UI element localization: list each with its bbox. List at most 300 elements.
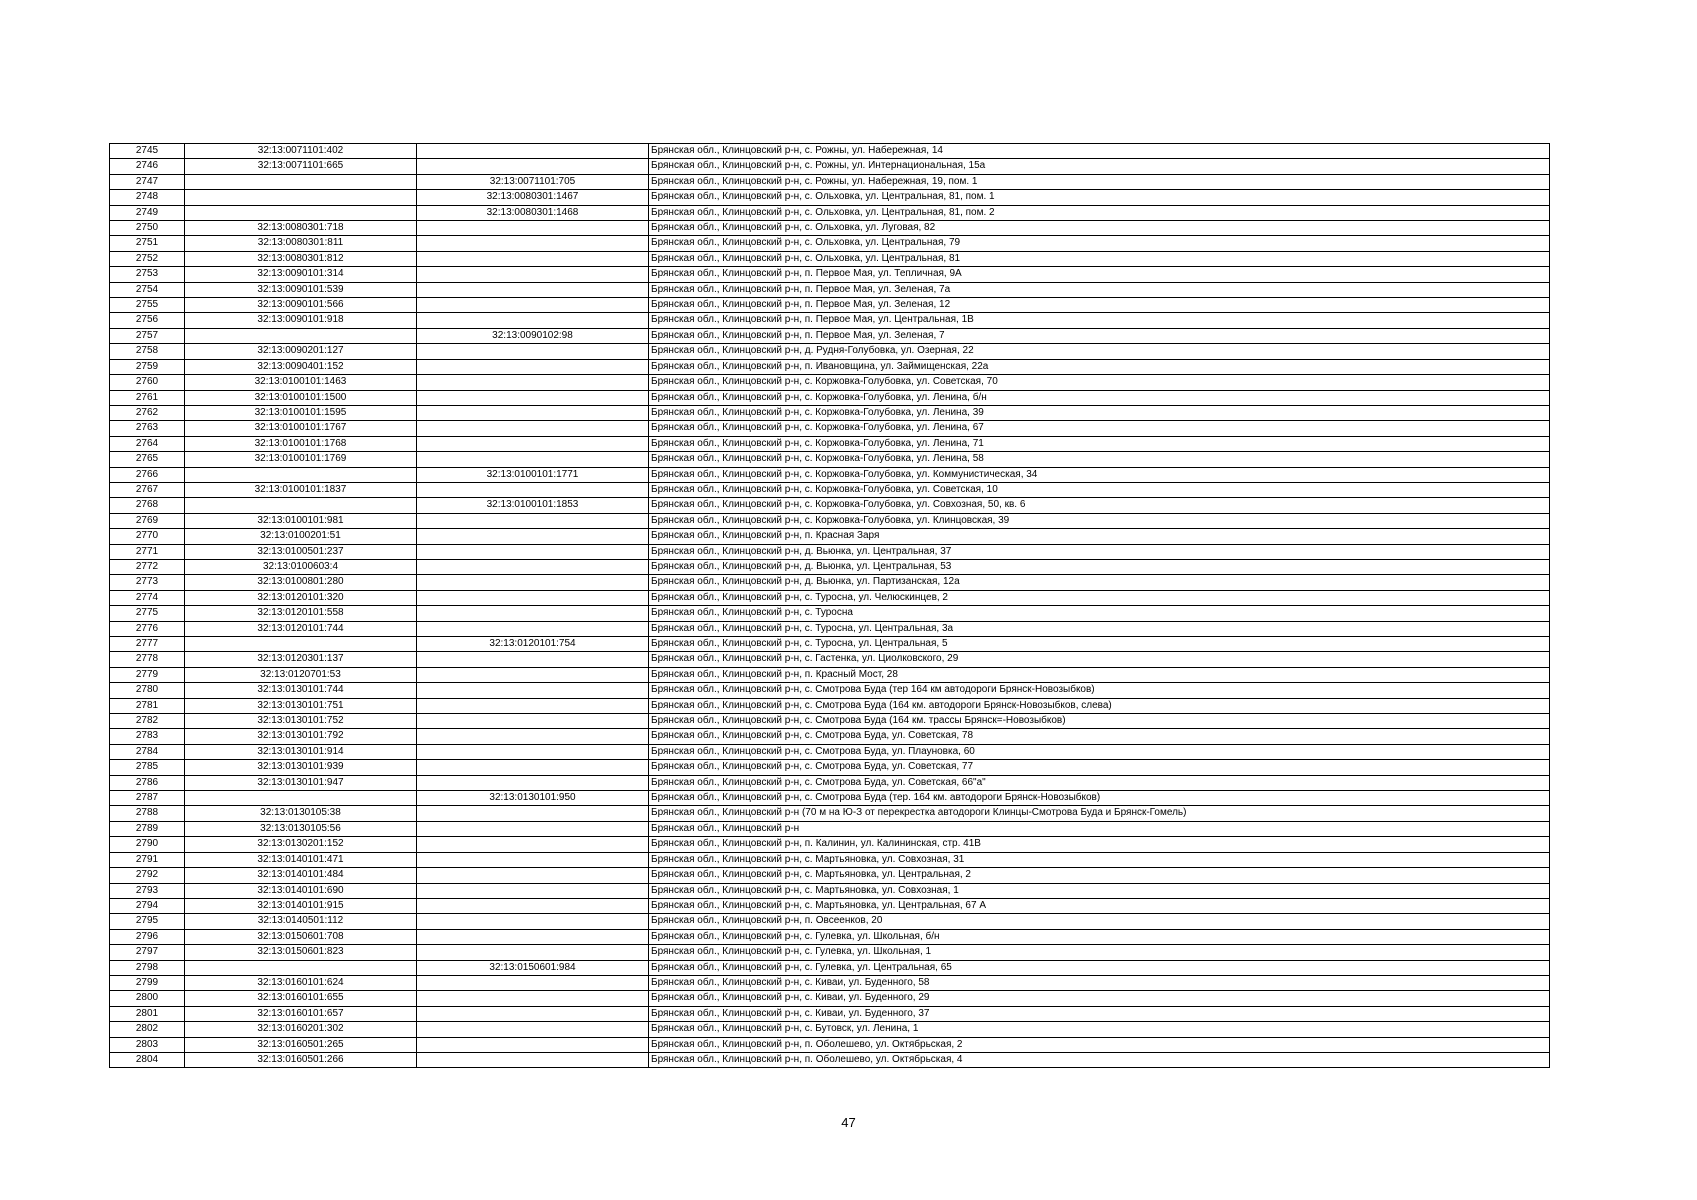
table-row [110, 467, 1550, 482]
cadastral-number-alt-cell [417, 544, 649, 559]
cadastral-number-cell: 32:13:0140101:471 [185, 852, 417, 867]
cadastral-number-alt-cell [417, 298, 649, 313]
cadastral-number-cell: 32:13:0100101:1837 [185, 482, 417, 497]
cadastral-number-cell [185, 328, 417, 343]
cadastral-number-cell: 32:13:0100501:237 [185, 544, 417, 559]
cadastral-number-cell: 32:13:0080301:812 [185, 251, 417, 266]
row-number: 2763 [110, 421, 185, 436]
cadastral-number-alt-cell [417, 159, 649, 174]
cadastral-number-alt-cell [417, 282, 649, 297]
table-row [110, 174, 1550, 189]
cadastral-number-alt-cell [417, 806, 649, 821]
cadastral-number-alt-cell [417, 667, 649, 682]
cadastral-number-alt-cell [417, 868, 649, 883]
cadastral-number-cell: 32:13:0090101:918 [185, 313, 417, 328]
cadastral-number-cell: 32:13:0071101:665 [185, 159, 417, 174]
table-row [110, 236, 1550, 251]
cadastral-number-alt-cell [417, 975, 649, 990]
address-cell: Брянская обл., Клинцовский р-н, с. Гулевка, ул. Школьная, б/н [649, 929, 1550, 944]
address-cell: Брянская обл., Клинцовский р-н, с. Коржовка-Голубовка, ул. Ленина, 71 [649, 436, 1550, 451]
address-cell: Брянская обл., Клинцовский р-н, с. Коржовка-Голубовка, ул. Ленина, 39 [649, 405, 1550, 420]
row-number: 2773 [110, 575, 185, 590]
row-number: 2797 [110, 945, 185, 960]
table-row [110, 975, 1550, 990]
cadastral-number-alt-cell [417, 144, 649, 159]
cadastral-number-cell: 32:13:0160501:266 [185, 1052, 417, 1067]
table-row [110, 775, 1550, 790]
address-cell: Брянская обл., Клинцовский р-н, п. Оболешево, ул. Октябрьская, 4 [649, 1052, 1550, 1067]
address-cell: Брянская обл., Клинцовский р-н, с. Коржовка-Голубовка, ул. Клинцовская, 39 [649, 513, 1550, 528]
cadastral-number-alt-cell [417, 744, 649, 759]
table-row [110, 1006, 1550, 1021]
cadastral-number-cell [185, 174, 417, 189]
table-row [110, 251, 1550, 266]
cadastral-number-alt-cell [417, 267, 649, 282]
table-row [110, 375, 1550, 390]
row-number: 2801 [110, 1006, 185, 1021]
address-cell: Брянская обл., Клинцовский р-н, с. Бутовск, ул. Ленина, 1 [649, 1022, 1550, 1037]
table-row [110, 267, 1550, 282]
address-cell: Брянская обл., Клинцовский р-н, с. Коржовка-Голубовка, ул. Совхозная, 50, кв. 6 [649, 498, 1550, 513]
cadastral-number-cell: 32:13:0150601:708 [185, 929, 417, 944]
registry-table [109, 143, 1550, 1068]
table-row [110, 698, 1550, 713]
table-row [110, 221, 1550, 236]
cadastral-number-cell: 32:13:0160101:657 [185, 1006, 417, 1021]
cadastral-number-cell: 32:13:0160101:624 [185, 975, 417, 990]
cadastral-number-alt-cell [417, 760, 649, 775]
table-row [110, 529, 1550, 544]
table-row [110, 991, 1550, 1006]
cadastral-number-cell: 32:13:0100101:1768 [185, 436, 417, 451]
row-number: 2777 [110, 637, 185, 652]
address-cell: Брянская обл., Клинцовский р-н, п. Калинин, ул. Калининская, стр. 41В [649, 837, 1550, 852]
row-number: 2746 [110, 159, 185, 174]
address-cell: Брянская обл., Клинцовский р-н, с. Смотрова Буда, ул. Советская, 77 [649, 760, 1550, 775]
cadastral-number-cell: 32:13:0120101:744 [185, 621, 417, 636]
cadastral-number-cell: 32:13:0080301:811 [185, 236, 417, 251]
cadastral-number-alt-cell [417, 1037, 649, 1052]
cadastral-number-cell: 32:13:0100101:1463 [185, 375, 417, 390]
row-number: 2771 [110, 544, 185, 559]
row-number: 2766 [110, 467, 185, 482]
table-row [110, 868, 1550, 883]
row-number: 2782 [110, 714, 185, 729]
table-row [110, 544, 1550, 559]
cadastral-number-cell: 32:13:0090201:127 [185, 344, 417, 359]
row-number: 2792 [110, 868, 185, 883]
cadastral-number-alt-cell [417, 837, 649, 852]
address-cell: Брянская обл., Клинцовский р-н, с. Ольховка, ул. Центральная, 81, пом. 2 [649, 205, 1550, 220]
address-cell: Брянская обл., Клинцовский р-н, с. Мартьяновка, ул. Совхозная, 31 [649, 852, 1550, 867]
table-row [110, 914, 1550, 929]
cadastral-number-alt-cell: 32:13:0100101:1771 [417, 467, 649, 482]
cadastral-number-cell [185, 205, 417, 220]
address-cell: Брянская обл., Клинцовский р-н, с. Киваи, ул. Буденного, 29 [649, 991, 1550, 1006]
address-cell: Брянская обл., Клинцовский р-н, с. Туросна, ул. Центральная, 3а [649, 621, 1550, 636]
table-row [110, 744, 1550, 759]
row-number: 2793 [110, 883, 185, 898]
cadastral-number-alt-cell [417, 883, 649, 898]
cadastral-number-cell: 32:13:0160501:265 [185, 1037, 417, 1052]
cadastral-number-alt-cell [417, 652, 649, 667]
table-row [110, 806, 1550, 821]
row-number: 2778 [110, 652, 185, 667]
address-cell: Брянская обл., Клинцовский р-н, с. Гастенка, ул. Циолковского, 29 [649, 652, 1550, 667]
cadastral-number-cell: 32:13:0130101:792 [185, 729, 417, 744]
row-number: 2788 [110, 806, 185, 821]
row-number: 2804 [110, 1052, 185, 1067]
address-cell: Брянская обл., Клинцовский р-н, с. Смотрова Буда (тер 164 км автодороги Брянск-Новозыбков) [649, 683, 1550, 698]
table-row [110, 821, 1550, 836]
row-number: 2783 [110, 729, 185, 744]
row-number: 2748 [110, 190, 185, 205]
row-number: 2803 [110, 1037, 185, 1052]
cadastral-number-alt-cell [417, 482, 649, 497]
row-number: 2786 [110, 775, 185, 790]
cadastral-number-cell: 32:13:0140501:112 [185, 914, 417, 929]
cadastral-number-cell: 32:13:0140101:915 [185, 898, 417, 913]
cadastral-number-cell: 32:13:0090101:539 [185, 282, 417, 297]
address-cell: Брянская обл., Клинцовский р-н, с. Туросна, ул. Челюскинцев, 2 [649, 590, 1550, 605]
row-number: 2761 [110, 390, 185, 405]
cadastral-number-cell [185, 190, 417, 205]
cadastral-number-alt-cell [417, 313, 649, 328]
table-row [110, 405, 1550, 420]
address-cell: Брянская обл., Клинцовский р-н, п. Первое Мая, ул. Тепличная, 9А [649, 267, 1550, 282]
cadastral-number-cell: 32:13:0130201:152 [185, 837, 417, 852]
address-cell: Брянская обл., Клинцовский р-н, с. Рожны, ул. Интернациональная, 15а [649, 159, 1550, 174]
cadastral-number-alt-cell [417, 929, 649, 944]
row-number: 2759 [110, 359, 185, 374]
table-row [110, 482, 1550, 497]
row-number: 2787 [110, 791, 185, 806]
cadastral-number-alt-cell [417, 251, 649, 266]
table-row [110, 929, 1550, 944]
cadastral-number-cell: 32:13:0100101:1767 [185, 421, 417, 436]
cadastral-number-alt-cell [417, 405, 649, 420]
cadastral-number-alt-cell [417, 914, 649, 929]
cadastral-number-cell: 32:13:0120301:137 [185, 652, 417, 667]
table-row [110, 683, 1550, 698]
cadastral-number-alt-cell [417, 436, 649, 451]
cadastral-number-cell: 32:13:0130101:752 [185, 714, 417, 729]
table-row [110, 452, 1550, 467]
cadastral-number-alt-cell [417, 621, 649, 636]
cadastral-number-alt-cell [417, 898, 649, 913]
cadastral-number-cell: 32:13:0130105:38 [185, 806, 417, 821]
row-number: 2760 [110, 375, 185, 390]
table-row [110, 760, 1550, 775]
address-cell: Брянская обл., Клинцовский р-н, с. Коржовка-Голубовка, ул. Ленина, 58 [649, 452, 1550, 467]
cadastral-number-alt-cell [417, 821, 649, 836]
address-cell: Брянская обл., Клинцовский р-н, с. Коржовка-Голубовка, ул. Ленина, б/н [649, 390, 1550, 405]
cadastral-number-alt-cell [417, 945, 649, 960]
row-number: 2747 [110, 174, 185, 189]
address-cell: Брянская обл., Клинцовский р-н, с. Мартьяновка, ул. Совхозная, 1 [649, 883, 1550, 898]
table-row [110, 575, 1550, 590]
cadastral-number-alt-cell [417, 575, 649, 590]
cadastral-number-alt-cell [417, 529, 649, 544]
address-cell: Брянская обл., Клинцовский р-н, п. Красная Заря [649, 529, 1550, 544]
cadastral-number-alt-cell [417, 1052, 649, 1067]
cadastral-number-cell: 32:13:0120101:558 [185, 606, 417, 621]
address-cell: Брянская обл., Клинцовский р-н, с. Ольховка, ул. Центральная, 81 [649, 251, 1550, 266]
cadastral-number-cell: 32:13:0100101:1595 [185, 405, 417, 420]
cadastral-number-alt-cell [417, 421, 649, 436]
address-cell: Брянская обл., Клинцовский р-н, с. Коржовка-Голубовка, ул. Советская, 10 [649, 482, 1550, 497]
row-number: 2790 [110, 837, 185, 852]
cadastral-number-alt-cell [417, 852, 649, 867]
cadastral-number-cell: 32:13:0100101:1769 [185, 452, 417, 467]
cadastral-number-cell: 32:13:0140101:484 [185, 868, 417, 883]
address-cell: Брянская обл., Клинцовский р-н, с. Туросна, ул. Центральная, 5 [649, 637, 1550, 652]
table-row [110, 729, 1550, 744]
table-row [110, 837, 1550, 852]
table-row [110, 852, 1550, 867]
row-number: 2758 [110, 344, 185, 359]
row-number: 2802 [110, 1022, 185, 1037]
address-cell: Брянская обл., Клинцовский р-н, п. Овсеенков, 20 [649, 914, 1550, 929]
cadastral-number-cell: 32:13:0120101:320 [185, 590, 417, 605]
table-row [110, 637, 1550, 652]
address-cell: Брянская обл., Клинцовский р-н, с. Рожны, ул. Набережная, 19, пом. 1 [649, 174, 1550, 189]
table-row [110, 1037, 1550, 1052]
address-cell: Брянская обл., Клинцовский р-н, с. Мартьяновка, ул. Центральная, 2 [649, 868, 1550, 883]
table-row [110, 328, 1550, 343]
address-cell: Брянская обл., Клинцовский р-н, с. Мартьяновка, ул. Центральная, 67 А [649, 898, 1550, 913]
row-number: 2765 [110, 452, 185, 467]
cadastral-number-alt-cell [417, 590, 649, 605]
row-number: 2754 [110, 282, 185, 297]
cadastral-number-cell: 32:13:0160101:655 [185, 991, 417, 1006]
cadastral-number-alt-cell: 32:13:0090102:98 [417, 328, 649, 343]
table-row [110, 159, 1550, 174]
address-cell: Брянская обл., Клинцовский р-н, с. Коржовка-Голубовка, ул. Ленина, 67 [649, 421, 1550, 436]
cadastral-number-alt-cell: 32:13:0071101:705 [417, 174, 649, 189]
address-cell: Брянская обл., Клинцовский р-н, п. Ивановщина, ул. Займищенская, 22а [649, 359, 1550, 374]
address-cell: Брянская обл., Клинцовский р-н, с. Коржовка-Голубовка, ул. Советская, 70 [649, 375, 1550, 390]
table-row [110, 590, 1550, 605]
address-cell: Брянская обл., Клинцовский р-н, д. Рудня-Голубовка, ул. Озерная, 22 [649, 344, 1550, 359]
address-cell: Брянская обл., Клинцовский р-н, с. Ольховка, ул. Центральная, 81, пом. 1 [649, 190, 1550, 205]
cadastral-number-cell: 32:13:0090401:152 [185, 359, 417, 374]
address-cell: Брянская обл., Клинцовский р-н, д. Вьюнка, ул. Центральная, 37 [649, 544, 1550, 559]
row-number: 2774 [110, 590, 185, 605]
cadastral-number-cell: 32:13:0100101:981 [185, 513, 417, 528]
table-row [110, 205, 1550, 220]
table-row [110, 652, 1550, 667]
row-number: 2751 [110, 236, 185, 251]
cadastral-number-alt-cell [417, 390, 649, 405]
address-cell: Брянская обл., Клинцовский р-н, с. Смотрова Буда (164 км. трассы Брянск=-Новозыбков) [649, 714, 1550, 729]
address-cell: Брянская обл., Клинцовский р-н, п. Первое Мая, ул. Центральная, 1В [649, 313, 1550, 328]
cadastral-number-alt-cell [417, 513, 649, 528]
table-row [110, 282, 1550, 297]
table-row [110, 898, 1550, 913]
row-number: 2780 [110, 683, 185, 698]
address-cell: Брянская обл., Клинцовский р-н, с. Смотрова Буда (тер. 164 км. автодороги Брянск-Новозыбков) [649, 791, 1550, 806]
cadastral-number-cell: 32:13:0150601:823 [185, 945, 417, 960]
registry-table-body [110, 144, 1550, 1068]
cadastral-number-alt-cell [417, 775, 649, 790]
table-row [110, 421, 1550, 436]
cadastral-number-alt-cell [417, 991, 649, 1006]
row-number: 2798 [110, 960, 185, 975]
table-row [110, 390, 1550, 405]
cadastral-number-alt-cell [417, 698, 649, 713]
row-number: 2775 [110, 606, 185, 621]
table-row [110, 436, 1550, 451]
address-cell: Брянская обл., Клинцовский р-н, с. Смотрова Буда, ул. Советская, 66"а" [649, 775, 1550, 790]
table-row [110, 714, 1550, 729]
table-row [110, 313, 1550, 328]
address-cell: Брянская обл., Клинцовский р-н, с. Гулевка, ул. Центральная, 65 [649, 960, 1550, 975]
cadastral-number-cell: 32:13:0130101:947 [185, 775, 417, 790]
cadastral-number-cell: 32:13:0130101:744 [185, 683, 417, 698]
address-cell: Брянская обл., Клинцовский р-н, с. Рожны, ул. Набережная, 14 [649, 144, 1550, 159]
table-row [110, 960, 1550, 975]
cadastral-number-alt-cell: 32:13:0100101:1853 [417, 498, 649, 513]
table-row [110, 791, 1550, 806]
row-number: 2779 [110, 667, 185, 682]
table-row [110, 298, 1550, 313]
row-number: 2794 [110, 898, 185, 913]
row-number: 2768 [110, 498, 185, 513]
row-number: 2770 [110, 529, 185, 544]
row-number: 2796 [110, 929, 185, 944]
table-row [110, 190, 1550, 205]
cadastral-number-cell: 32:13:0071101:402 [185, 144, 417, 159]
row-number: 2752 [110, 251, 185, 266]
cadastral-number-cell: 32:13:0130101:939 [185, 760, 417, 775]
table-row [110, 945, 1550, 960]
row-number: 2767 [110, 482, 185, 497]
cadastral-number-cell [185, 637, 417, 652]
address-cell: Брянская обл., Клинцовский р-н, п. Оболешево, ул. Октябрьская, 2 [649, 1037, 1550, 1052]
address-cell: Брянская обл., Клинцовский р-н, с. Киваи, ул. Буденного, 58 [649, 975, 1550, 990]
cadastral-number-cell [185, 791, 417, 806]
row-number: 2776 [110, 621, 185, 636]
cadastral-number-alt-cell [417, 606, 649, 621]
row-number: 2764 [110, 436, 185, 451]
cadastral-number-alt-cell [417, 729, 649, 744]
row-number: 2756 [110, 313, 185, 328]
table-row [110, 1052, 1550, 1067]
row-number: 2785 [110, 760, 185, 775]
table-row [110, 559, 1550, 574]
row-number: 2745 [110, 144, 185, 159]
cadastral-number-alt-cell [417, 559, 649, 574]
cadastral-number-cell: 32:13:0100801:280 [185, 575, 417, 590]
cadastral-number-cell: 32:13:0100201:51 [185, 529, 417, 544]
address-cell: Брянская обл., Клинцовский р-н, с. Смотрова Буда, ул. Советская, 78 [649, 729, 1550, 744]
cadastral-number-cell [185, 498, 417, 513]
address-cell: Брянская обл., Клинцовский р-н, д. Вьюнка, ул. Партизанская, 12а [649, 575, 1550, 590]
cadastral-number-cell: 32:13:0130105:56 [185, 821, 417, 836]
row-number: 2781 [110, 698, 185, 713]
cadastral-number-alt-cell [417, 221, 649, 236]
address-cell: Брянская обл., Клинцовский р-н, с. Гулевка, ул. Школьная, 1 [649, 945, 1550, 960]
table-row [110, 667, 1550, 682]
cadastral-number-alt-cell [417, 714, 649, 729]
table-row [110, 621, 1550, 636]
cadastral-number-cell: 32:13:0080301:718 [185, 221, 417, 236]
cadastral-number-cell: 32:13:0090101:566 [185, 298, 417, 313]
table-row [110, 144, 1550, 159]
address-cell: Брянская обл., Клинцовский р-н, с. Коржовка-Голубовка, ул. Коммунистическая, 34 [649, 467, 1550, 482]
address-cell: Брянская обл., Клинцовский р-н [649, 821, 1550, 836]
table-row [110, 498, 1550, 513]
row-number: 2762 [110, 405, 185, 420]
row-number: 2753 [110, 267, 185, 282]
address-cell: Брянская обл., Клинцовский р-н, с. Смотрова Буда, ул. Плауновка, 60 [649, 744, 1550, 759]
cadastral-number-alt-cell [417, 452, 649, 467]
cadastral-number-cell: 32:13:0100101:1500 [185, 390, 417, 405]
address-cell: Брянская обл., Клинцовский р-н (70 м на Ю-З от перекрестка автодороги Клинцы-Смотрова Буда и Брянск-Гомель) [649, 806, 1550, 821]
cadastral-number-alt-cell: 32:13:0080301:1468 [417, 205, 649, 220]
cadastral-number-alt-cell [417, 1022, 649, 1037]
row-number: 2749 [110, 205, 185, 220]
table-row [110, 513, 1550, 528]
row-number: 2795 [110, 914, 185, 929]
address-cell: Брянская обл., Клинцовский р-н, с. Киваи, ул. Буденного, 37 [649, 1006, 1550, 1021]
cadastral-number-cell: 32:13:0120701:53 [185, 667, 417, 682]
address-cell: Брянская обл., Клинцовский р-н, с. Ольховка, ул. Луговая, 82 [649, 221, 1550, 236]
cadastral-number-cell: 32:13:0140101:690 [185, 883, 417, 898]
cadastral-number-alt-cell: 32:13:0080301:1467 [417, 190, 649, 205]
address-cell: Брянская обл., Клинцовский р-н, с. Ольховка, ул. Центральная, 79 [649, 236, 1550, 251]
address-cell: Брянская обл., Клинцовский р-н, п. Красный Мост, 28 [649, 667, 1550, 682]
cadastral-number-alt-cell [417, 344, 649, 359]
cadastral-number-cell: 32:13:0100603:4 [185, 559, 417, 574]
cadastral-number-cell: 32:13:0130101:914 [185, 744, 417, 759]
row-number: 2755 [110, 298, 185, 313]
cadastral-number-alt-cell: 32:13:0150601:984 [417, 960, 649, 975]
address-cell: Брянская обл., Клинцовский р-н, п. Первое Мая, ул. Зеленая, 12 [649, 298, 1550, 313]
cadastral-number-cell: 32:13:0160201:302 [185, 1022, 417, 1037]
row-number: 2800 [110, 991, 185, 1006]
cadastral-number-alt-cell [417, 359, 649, 374]
cadastral-number-cell [185, 960, 417, 975]
cadastral-number-alt-cell [417, 1006, 649, 1021]
address-cell: Брянская обл., Клинцовский р-н, с. Смотрова Буда (164 км. автодороги Брянск-Новозыбков, слева) [649, 698, 1550, 713]
page-number: 47 [841, 1115, 856, 1130]
cadastral-number-alt-cell [417, 375, 649, 390]
address-cell: Брянская обл., Клинцовский р-н, д. Вьюнка, ул. Центральная, 53 [649, 559, 1550, 574]
row-number: 2772 [110, 559, 185, 574]
address-cell: Брянская обл., Клинцовский р-н, с. Туросна [649, 606, 1550, 621]
cadastral-number-alt-cell [417, 683, 649, 698]
row-number: 2789 [110, 821, 185, 836]
cadastral-number-cell: 32:13:0130101:751 [185, 698, 417, 713]
address-cell: Брянская обл., Клинцовский р-н, п. Первое Мая, ул. Зеленая, 7 [649, 328, 1550, 343]
row-number: 2750 [110, 221, 185, 236]
table-row [110, 606, 1550, 621]
table-row [110, 1022, 1550, 1037]
table-row [110, 359, 1550, 374]
cadastral-number-alt-cell [417, 236, 649, 251]
row-number: 2791 [110, 852, 185, 867]
row-number: 2799 [110, 975, 185, 990]
cadastral-number-alt-cell: 32:13:0120101:754 [417, 637, 649, 652]
table-row [110, 344, 1550, 359]
address-cell: Брянская обл., Клинцовский р-н, п. Первое Мая, ул. Зеленая, 7а [649, 282, 1550, 297]
row-number: 2769 [110, 513, 185, 528]
row-number: 2757 [110, 328, 185, 343]
cadastral-number-cell: 32:13:0090101:314 [185, 267, 417, 282]
cadastral-number-alt-cell: 32:13:0130101:950 [417, 791, 649, 806]
